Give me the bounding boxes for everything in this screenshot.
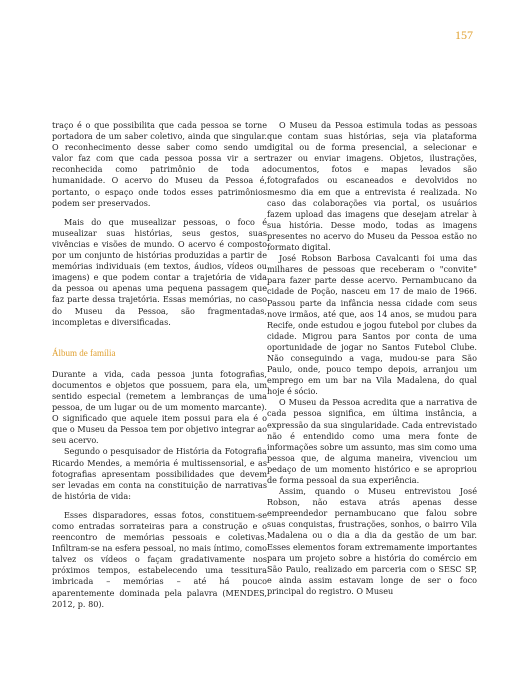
block-quote: Esses disparadores, essas fotos, constituem-se como entradas sorrateiras para a construção e o reencontro de memórias pessoais e coletivas. Infiltram-se na esfera pessoal, no mais íntimo, como talvez os vídeos o façam gradativamente nos próximos tempos, estabelecendo uma tessitura imbricada – memórias – até há pouco aparentemente dominada pela palavra (MENDES, 2012, p. 80). [52,509,267,609]
left-column [52,120,267,610]
paragraph: Durante a vida, cada pessoa junta fotografias, documentos e objetos que possuem, para ela, um sentido especial (remetem a lembranças de uma pessoa, de um lugar ou de um momento marcante). O significado que aquele item possui para ela é o que o Museu da Pessoa tem por objetivo integrar ao seu acervo. [52,368,267,446]
paragraph: José Robson Barbosa Cavalcanti foi uma das milhares de pessoas que receberam o "convite" para fazer parte desse acervo. Pernambucano da cidade de Poção, nasceu em 17 de maio de 1966. Passou parte da infância nessa cidade com seus nove irmãos, até que, aos 14 anos, se mudou para Recife, onde estudou e jogou futebol por clubes da cidade. Migrou para Santos por conta de uma oportunidade de jogar no Santos Futebol Clube. Não conseguindo a vaga, mudou-se para São Paulo, onde, pouco tempo depois, arranjou um emprego em um bar na Vila Madalena, do qual hoje é sócio. [267,253,477,397]
paragraph: Assim, quando o Museu entrevistou José Robson, não estava atrás apenas desse empreendedor pernambucano que falou sobre suas conquistas, frustrações, sonhos, o bairro Vila Madalena ou o dia a dia da gestão de um bar. Esses elementos foram extremamente importantes para um projeto sobre a história do comércio em São Paulo, realizado em parceria com o SESC SP, e ainda assim estavam longe de ser o foco principal do registro. O Museu [267,486,477,596]
page-number: 157 [455,28,473,42]
paragraph: Mais do que musealizar pessoas, o foco é musealizar suas histórias, seus gestos, suas vivências e visões de mundo. O acervo é composto por um conjunto de histórias produzidas a partir de memórias individuais (em textos, áudios, vídeos ou imagens) e que podem contar a trajetória de vida da pessoa ou apenas uma pequena passagem que faz parte dessa trajetória. Essas memórias, no caso do Museu da Pessoa, são fragmentadas, incompletas e diversificadas. [52,216,267,327]
paragraph: O Museu da Pessoa estimula todas as pessoas que contam suas histórias, seja via plataforma digital ou de forma presencial, a selecionar e trazer ou enviar imagens. Objetos, ilustrações, documentos, fotos e mapas levados são fotografados ou escaneados e devolvidos no mesmo dia em que a entrevista é realizada. No caso das colaborações via portal, os usuários fazem upload das imagens que desejam atrelar à sua história. Desse modo, todas as imagens presentes no acervo do Museu da Pessoa estão no formato digital. [267,120,477,253]
paragraph: O Museu da Pessoa acredita que a narrativa de cada pessoa significa, em última instância, a expressão da sua singularidade. Cada entrevistado não é entendido como uma mera fonte de informações sobre um assunto, mas sim como uma pessoa que, de alguma maneira, vivenciou um pedaço de um momento histórico e se apropriou de forma pessoal da sua experiência. [267,397,477,485]
section-heading: Álbum de família [52,347,116,358]
paragraph: traço é o que possibilita que cada pessoa se torne portadora de um saber coletivo, ainda que singular. O reconhecimento desse saber como sendo um valor faz com que cada pessoa possa vir a ser reconhecida como patrimônio de toda a humanidade. O acervo do Museu da Pessoa é, portanto, o espaço onde todos esses patrimônios podem ser preservados. [52,120,267,208]
right-column [267,120,477,597]
paragraph: Segundo o pesquisador de História da Fotografia Ricardo Mendes, a memória é multissensorial, e as fotografias apresentam possibilidades que devem ser levadas em conta na constituição de narrativas de história de vida: [52,446,267,501]
